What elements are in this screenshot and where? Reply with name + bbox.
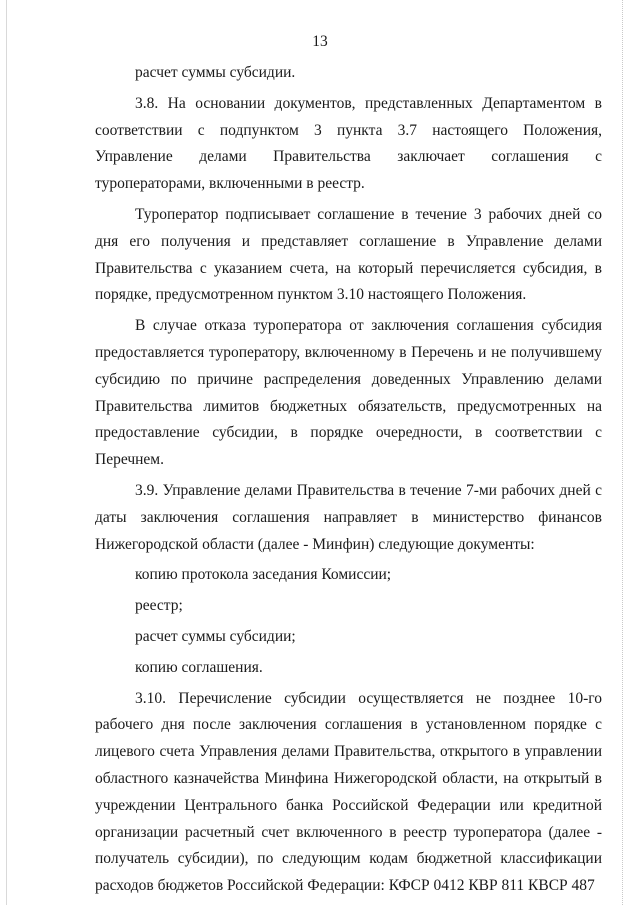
scan-edge-right <box>622 0 623 905</box>
paragraph-3-9: 3.9. Управление делами Правительства в течение 7-ми рабочих дней с даты заключения соглашения направляет в министерство финансов Нижегородской области (далее - Минфин) следующие документы: <box>95 481 602 553</box>
paragraph-3-10: 3.10. Перечисление субсидии осуществляется не позднее 10-го рабочего дня после заключения соглашения в установленном порядке с лицевого счета Управления делами Правительства, открытого в управлении областного казначейства Минфина Нижегородской области, на открытый в учреждении Центрального банка Российской Федерации или кредитной организации расчетный счет включенного в реестр туроператора (далее - получатель субсидии), по следующим кодам бюджетной классификации расходов бюджетов Российской Федерации: КФСР 0412 КВР 811 КВСР 487 <box>95 689 602 895</box>
paragraph-refusal-case: В случае отказа туроператора от заключения соглашения субсидия предоставляется туроператору, включенному в Перечень и не получившему субсидию по причине распределения доведенных Управлению делами Правительства лимитов бюджетных обязательств, предусмотренных на предоставление субсидии, в порядке очередности, в соответствии с Перечнем. <box>95 317 602 469</box>
paragraph-subsidy-calc-end: расчет суммы субсидии. <box>135 64 296 81</box>
list-item-subsidy-calc: расчет суммы субсидии; <box>135 627 296 645</box>
scan-edge-left <box>6 0 7 905</box>
paragraph-tour-operator-signs: Туроператор подписывает соглашение в течение 3 рабочих дней со дня его получения и представляет соглашение в Управление делами Правительства с указанием счета, на который перечисляется субсидия, в порядке, предусмотренном пунктом 3.10 настоящего Положения. <box>95 205 602 304</box>
list-item-registry: реестр; <box>135 597 183 615</box>
list-item-agreement-copy: копию соглашения. <box>135 658 263 676</box>
list-item-protocol-copy: копию протокола заседания Комиссии; <box>135 566 392 584</box>
page-number: 13 <box>312 33 328 50</box>
document-body <box>95 60 602 900</box>
paragraph-3-8: 3.8. На основании документов, представленных Департаментом в соответствии с подпунктом 3 пункта 3.7 настоящего Положения, Управление делами Правительства заключает соглашения с туроператорами, включенными в реестр. <box>95 94 602 193</box>
